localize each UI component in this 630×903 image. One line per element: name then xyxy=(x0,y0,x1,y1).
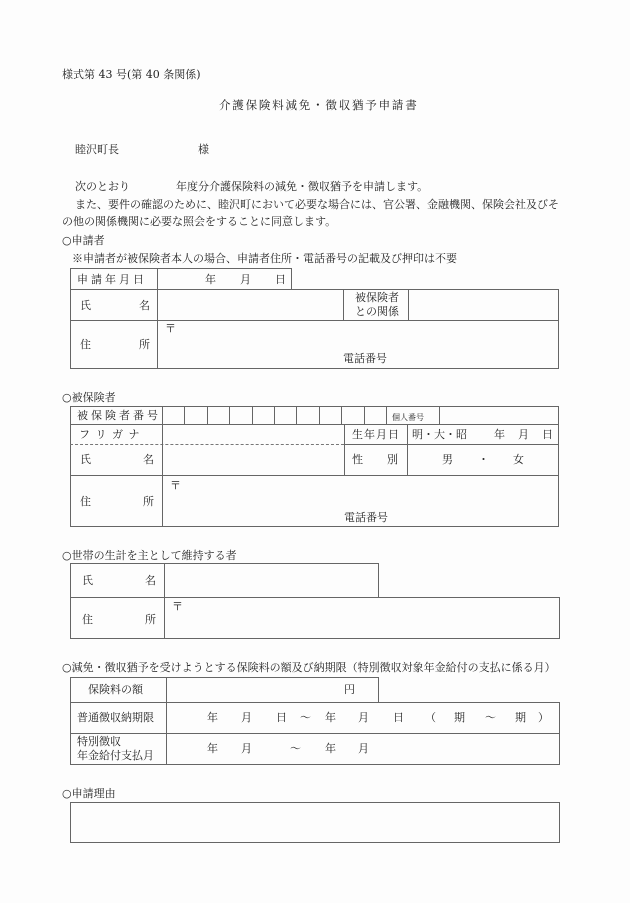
ordinary-deadline-part: （ xyxy=(425,711,436,724)
consent-line-2: の他の関係機関に必要な照会をすることに同意します。 xyxy=(62,215,337,228)
intro-prefix: 次のとおり xyxy=(75,180,130,193)
premium-amount-field[interactable] xyxy=(167,678,337,701)
insured-number-label: 被保険者番号 xyxy=(77,409,161,422)
insured-heading: ○被保険者 xyxy=(62,391,116,404)
ordinary-deadline-part: ） xyxy=(538,711,549,724)
month-unit: 月 xyxy=(240,273,251,286)
applicant-name-field[interactable] xyxy=(158,290,342,319)
birth-day-unit: 日 xyxy=(542,428,553,441)
era-options[interactable]: 明・大・昭 xyxy=(412,428,467,441)
insured-number-digit-cell[interactable] xyxy=(163,407,183,423)
special-collection-label-2: 年金給付支払月 xyxy=(77,749,154,762)
gender-label-1: 性 xyxy=(352,453,363,466)
applicant-address-label-2: 所 xyxy=(139,338,150,351)
gender-male-option[interactable]: 男 xyxy=(442,453,453,466)
ordinary-deadline-part: 月 xyxy=(358,711,369,724)
fiscal-year-field[interactable] xyxy=(135,176,173,191)
ordinary-deadline-part: 期 xyxy=(454,711,465,724)
relation-label-1: 被保険者 xyxy=(355,291,399,304)
insured-number-digit-cell[interactable] xyxy=(208,407,228,423)
special-collection-label-1: 特別徴収 xyxy=(77,735,121,748)
insured-name-field[interactable] xyxy=(163,445,343,474)
insured-number-digit-cell[interactable] xyxy=(275,407,295,423)
application-date-field[interactable] xyxy=(158,269,290,289)
insured-number-digit-cell[interactable] xyxy=(253,407,273,423)
householder-address-label-1: 住 xyxy=(82,613,93,626)
applicant-address-label-1: 住 xyxy=(80,338,91,351)
insured-number-digit-cell[interactable] xyxy=(297,407,317,423)
consent-line-1: また、要件の確認のために、睦沢町において必要な場合には、官公署、金融機関、保険会社及びそ xyxy=(75,198,559,211)
householder-address-field[interactable] xyxy=(165,598,558,637)
applicant-note: ※申請者が被保険者本人の場合、申請者住所・電話番号の記載及び押印は不要 xyxy=(72,252,457,265)
premium-amount-label: 保険料の額 xyxy=(88,683,143,696)
ordinary-deadline-part: ～ xyxy=(485,711,496,724)
personal-number-label: 個人番号 xyxy=(392,413,424,422)
insured-name-label-1: 氏 xyxy=(80,453,91,466)
insured-phone-label: 電話番号 xyxy=(344,511,388,524)
personal-number-field[interactable] xyxy=(440,407,557,423)
gender-label-2: 別 xyxy=(387,453,398,466)
householder-address-label-2: 所 xyxy=(145,613,156,626)
year-unit: 年 xyxy=(205,273,216,286)
form-number: 様式第 43 号(第 40 条関係) xyxy=(62,68,201,81)
birth-month-unit: 月 xyxy=(518,428,529,441)
householder-name-field[interactable] xyxy=(165,564,377,596)
insured-number-digit-cell[interactable] xyxy=(185,407,205,423)
applicant-heading: ○申請者 xyxy=(62,234,105,247)
yen-unit: 円 xyxy=(344,683,355,696)
reason-heading: ○申請理由 xyxy=(62,787,116,800)
postal-mark: 〒 xyxy=(172,600,183,613)
ordinary-deadline-part: 期 xyxy=(515,711,526,724)
special-collection-part: 年 xyxy=(325,742,336,755)
ordinary-deadline-label: 普通徴収納期限 xyxy=(77,711,154,724)
relation-field[interactable] xyxy=(409,290,557,319)
insured-number-digit-cell[interactable] xyxy=(230,407,250,423)
addressee-honorific: 様 xyxy=(198,143,209,156)
householder-heading: ○世帯の生計を主として維持する者 xyxy=(62,549,237,562)
insured-phone-field[interactable] xyxy=(396,509,557,525)
householder-name-label-2: 名 xyxy=(145,574,156,587)
special-collection-part: 月 xyxy=(358,742,369,755)
furigana-field[interactable] xyxy=(163,425,343,443)
intro-suffix: 年度分介護保険料の減免・徴収猶予を申請します。 xyxy=(176,180,429,193)
postal-mark: 〒 xyxy=(165,322,176,335)
reason-field[interactable] xyxy=(70,802,560,843)
birth-year-unit: 年 xyxy=(494,428,505,441)
applicant-name-label-2: 名 xyxy=(139,299,150,312)
applicant-name-label-1: 氏 xyxy=(80,299,91,312)
insured-number-digit-cell[interactable] xyxy=(365,407,385,423)
ordinary-deadline-part: 月 xyxy=(241,711,252,724)
insured-name-label-2: 名 xyxy=(143,453,154,466)
special-collection-part: 月 xyxy=(241,742,252,755)
relation-label-2: との関係 xyxy=(355,305,399,318)
furigana-label: フ リ ガ ナ xyxy=(79,428,141,441)
insured-number-digit-cell[interactable] xyxy=(320,407,340,423)
applicant-phone-label: 電話番号 xyxy=(343,352,387,365)
addressee-name: 睦沢町長 xyxy=(75,143,119,156)
ordinary-deadline-part: 年 xyxy=(207,711,218,724)
ordinary-deadline-part: ～ xyxy=(300,711,311,724)
day-unit: 日 xyxy=(275,273,286,286)
application-date-label: 申請年月日 xyxy=(77,273,147,286)
ordinary-deadline-part: 年 xyxy=(325,711,336,724)
insured-address-label-2: 所 xyxy=(143,495,154,508)
gender-female-option[interactable]: 女 xyxy=(513,453,524,466)
ordinary-deadline-part: 日 xyxy=(393,711,404,724)
special-collection-part: ～ xyxy=(290,742,301,755)
page-title: 介護保険料減免・徴収猶予申請書 xyxy=(219,98,419,112)
premium-heading: ○減免・徴収猶予を受けようとする保険料の額及び納期限（特別徴収対象年金給付の支払に係る月） xyxy=(62,661,556,674)
special-collection-part: 年 xyxy=(207,742,218,755)
insured-address-label-1: 住 xyxy=(80,495,91,508)
ordinary-deadline-part: 日 xyxy=(276,711,287,724)
postal-mark: 〒 xyxy=(170,479,181,492)
birth-date-label: 生年月日 xyxy=(352,428,400,441)
applicant-address-field[interactable] xyxy=(158,321,558,351)
insured-address-field[interactable] xyxy=(163,476,557,508)
gender-separator: ・ xyxy=(478,453,489,466)
householder-name-label-1: 氏 xyxy=(82,574,93,587)
insured-number-digit-cell[interactable] xyxy=(342,407,362,423)
applicant-phone-field[interactable] xyxy=(395,351,557,367)
